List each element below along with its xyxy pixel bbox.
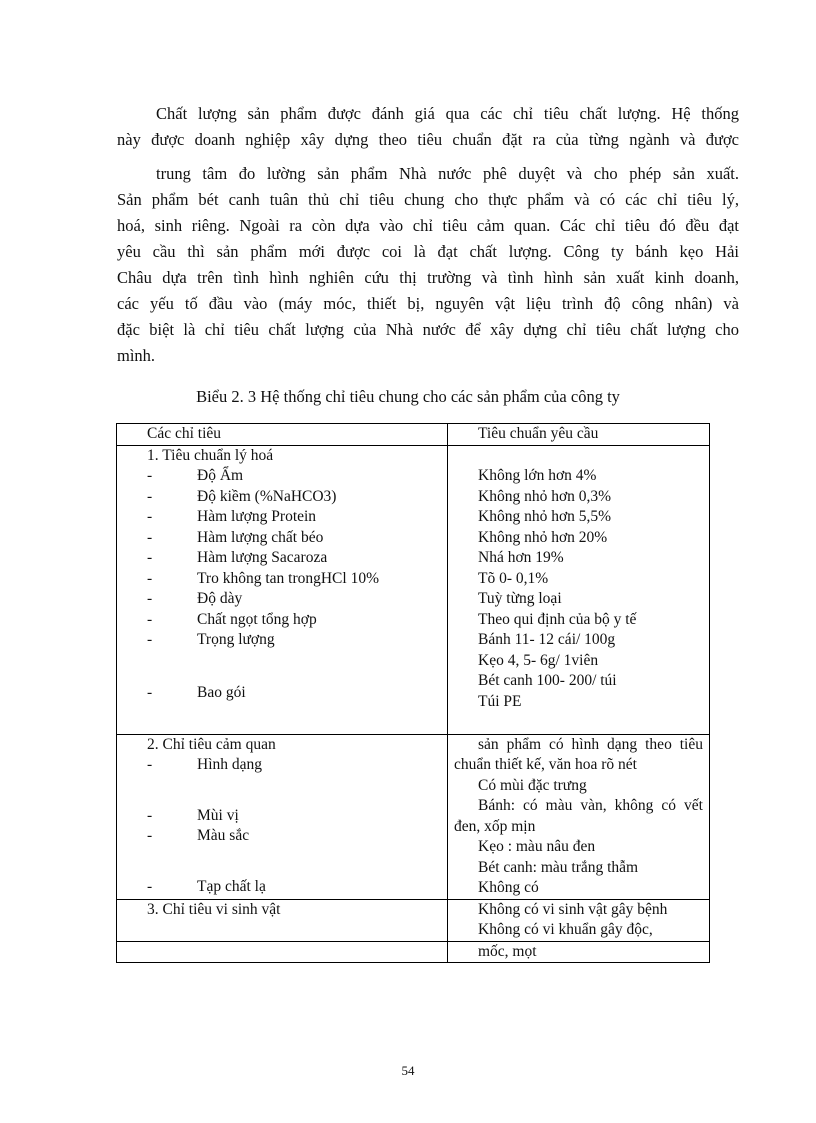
list-item bbox=[117, 877, 447, 898]
bullet-dash: - bbox=[147, 508, 153, 525]
criterion-label: Bao gói bbox=[197, 684, 246, 701]
value-cell: mốc, mọt bbox=[478, 942, 537, 960]
quality-standards-table bbox=[116, 423, 710, 963]
value-cell: Tuỳ từng loại bbox=[478, 590, 562, 607]
value-cell: Không có vi khuẩn gây độc, bbox=[478, 921, 653, 938]
bullet-dash: - bbox=[147, 590, 153, 607]
criterion-label: Độ Ẩm bbox=[197, 467, 244, 484]
bullet-dash: - bbox=[147, 528, 153, 546]
criterion-label: Tạp chất lạ bbox=[197, 877, 266, 895]
bullet-dash: - bbox=[147, 827, 153, 844]
paragraph-line: này được doanh nghiệp xây dựng theo tiêu chuẩn đặt ra của từng ngành và được bbox=[117, 130, 739, 149]
table-row-continued bbox=[117, 941, 710, 963]
bullet-dash: - bbox=[147, 569, 153, 587]
page-number: 54 bbox=[401, 1063, 415, 1078]
value-cell: Có mùi đặc trưng bbox=[478, 776, 587, 794]
criterion-label: Hàm lượng Protein bbox=[197, 508, 317, 525]
bullet-dash: - bbox=[147, 756, 153, 773]
paragraph-line: Chất lượng sản phẩm được đánh giá qua các chỉ tiêu chất lượng. Hệ thống bbox=[156, 104, 739, 123]
paragraph-line: mình. bbox=[117, 346, 156, 365]
criterion-label: Màu sắc bbox=[197, 827, 250, 844]
section-title: 1. Tiêu chuẩn lý hoá bbox=[147, 446, 274, 464]
value-cell: Kẹo : màu nâu đen bbox=[478, 838, 596, 855]
value-cell: Theo qui định của bộ y tế bbox=[478, 610, 637, 628]
value-cell: Bét canh: màu trắng thẫm bbox=[478, 858, 639, 876]
table-row-sensory bbox=[117, 734, 710, 899]
value-cell: Nhá hơn 19% bbox=[478, 549, 564, 566]
value-cell: Không lớn hơn 4% bbox=[478, 467, 597, 484]
criterion-label: Trọng lượng bbox=[197, 631, 275, 648]
criterion-label: Hàm lượng chất béo bbox=[197, 528, 324, 546]
value-cell: Kẹo 4, 5- 6g/ 1viên bbox=[478, 651, 599, 669]
bullet-dash: - bbox=[147, 684, 153, 701]
criterion-label: Chất ngọt tổng hợp bbox=[197, 610, 317, 628]
list-item bbox=[117, 569, 447, 590]
header-criteria: Các chỉ tiêu bbox=[147, 425, 222, 442]
list-item bbox=[117, 755, 447, 776]
section-title: 3. Chỉ tiêu vi sinh vật bbox=[147, 900, 281, 918]
list-item bbox=[117, 826, 447, 847]
value-cell: Không có vi sinh vật gây bệnh bbox=[478, 900, 668, 918]
criterion-label: Độ dày bbox=[197, 590, 243, 607]
list-item bbox=[117, 528, 447, 549]
bullet-dash: - bbox=[147, 610, 153, 628]
bullet-dash: - bbox=[147, 877, 153, 895]
criterion-label: Tro không tan trongHCl 10% bbox=[197, 569, 379, 587]
list-item bbox=[117, 806, 447, 827]
paragraph-line: hoá, sinh riêng. Ngoài ra còn dựa vào chỉ tiêu cảm quan. Các chỉ tiêu đó đều đạt bbox=[117, 216, 739, 235]
bullet-dash: - bbox=[147, 467, 153, 484]
header-requirement: Tiêu chuẩn yêu cầu bbox=[478, 425, 599, 442]
table-header-row bbox=[117, 424, 710, 446]
paragraph-line: yêu cầu thì sản phẩm mới được coi là đạt chất lượng. Công ty bánh kẹo Hải bbox=[117, 242, 739, 261]
paragraph-line: Châu dựa trên tình hình nghiên cứu thị trường và tình hình sản xuất kinh doanh, bbox=[117, 268, 739, 287]
list-item bbox=[117, 507, 447, 528]
list-item bbox=[117, 466, 447, 487]
value-cell: Tõ 0- 0,1% bbox=[478, 569, 549, 587]
paragraph-line: các yếu tố đầu vào (máy móc, thiết bị, nguyên vật liệu trình độ công nhân) và bbox=[117, 294, 739, 313]
value-cell: Không nhỏ hơn 5,5% bbox=[478, 508, 612, 525]
value-cell: Bánh: có màu vàn, không có vết đen, xốp mịn bbox=[454, 797, 703, 835]
criterion-label: Mùi vị bbox=[197, 806, 239, 824]
list-item bbox=[117, 548, 447, 569]
paragraph-line: Sản phẩm bét canh tuân thủ chỉ tiêu chung cho thực phẩm và có các chỉ tiêu lý, bbox=[117, 190, 739, 209]
bullet-dash: - bbox=[147, 487, 153, 505]
list-item bbox=[117, 610, 447, 631]
table-caption: Biểu 2. 3 Hệ thống chỉ tiêu chung cho các sản phẩm của công ty bbox=[196, 387, 620, 406]
list-item bbox=[117, 683, 447, 704]
value-cell: sản phẩm có hình dạng theo tiêu chuẩn thiết kế, văn hoa rõ nét bbox=[454, 735, 703, 773]
bullet-dash: - bbox=[147, 806, 153, 824]
list-item bbox=[117, 589, 447, 610]
criterion-label: Độ kiềm (%NaHCO3) bbox=[197, 487, 337, 505]
list-item bbox=[117, 487, 447, 508]
criterion-label: Hàm lượng Sacaroza bbox=[197, 549, 328, 566]
value-cell: Không có bbox=[478, 879, 539, 896]
value-cell: Bánh 11- 12 cái/ 100g bbox=[478, 631, 616, 648]
value-cell: Túi PE bbox=[478, 692, 522, 710]
value-cell: Bét canh 100- 200/ túi bbox=[478, 672, 617, 689]
table-row-microbiological bbox=[117, 899, 710, 941]
criterion-label: Hình dạng bbox=[197, 756, 263, 773]
paragraph-line: trung tâm đo lường sản phẩm Nhà nước phê duyệt và cho phép sản xuất. bbox=[156, 164, 739, 183]
table-row-physicochemical bbox=[117, 445, 710, 734]
value-cell: Không nhỏ hơn 0,3% bbox=[478, 487, 612, 505]
value-cell: Không nhỏ hơn 20% bbox=[478, 528, 608, 546]
paragraph-line: đặc biệt là chỉ tiêu chất lượng của Nhà nước để xây dựng chỉ tiêu chất lượng cho bbox=[117, 320, 739, 339]
section-title: 2. Chỉ tiêu cảm quan bbox=[147, 735, 276, 753]
bullet-dash: - bbox=[147, 631, 153, 648]
bullet-dash: - bbox=[147, 549, 153, 566]
list-item bbox=[117, 630, 447, 651]
